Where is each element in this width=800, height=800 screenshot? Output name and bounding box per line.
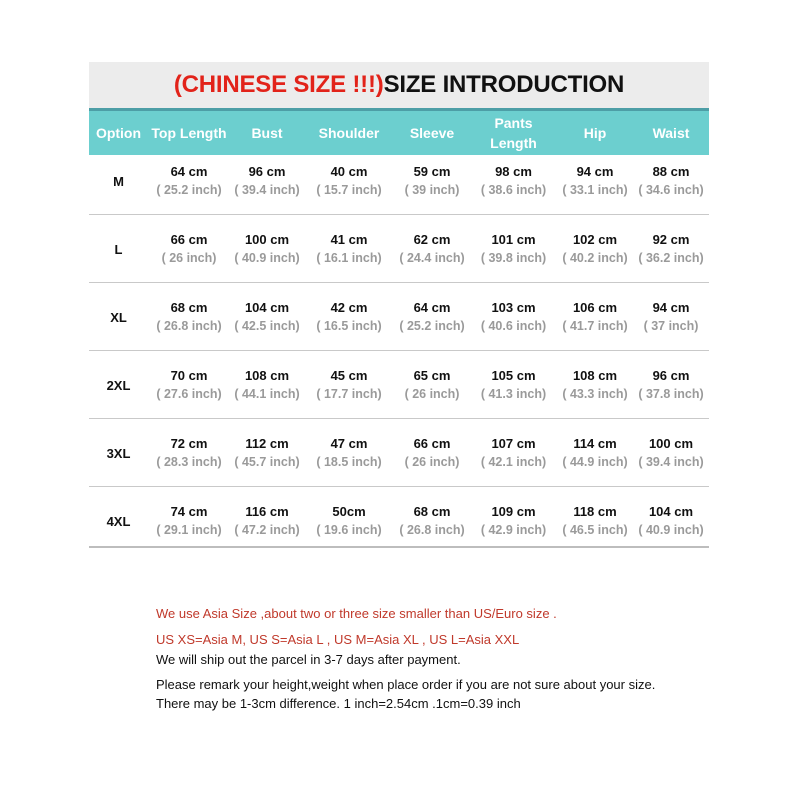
measurement-inch: ( 38.6 inch) (480, 183, 547, 197)
size-option: 2XL (106, 377, 131, 393)
measurement-cell (557, 487, 633, 555)
measurement-cell (633, 351, 709, 419)
table-row (89, 419, 709, 487)
measurement-cm: 112 cm (245, 436, 289, 451)
measurement-cell (230, 351, 304, 419)
measurement-inch: ( 34.6 inch) (638, 183, 704, 197)
measurement-cm: 64 cm (413, 300, 451, 315)
measurement-cm: 96 cm (652, 368, 690, 383)
measurement-cm: 94 cm (576, 164, 614, 179)
measurement-inch: ( 33.1 inch) (562, 183, 628, 197)
measurement-cm: 100 cm (244, 232, 290, 247)
measurement-inch: ( 37 inch) (643, 319, 699, 333)
table-bottom-border (89, 546, 709, 548)
measurement-cm: 59 cm (413, 164, 451, 179)
measurement-inch: ( 29.1 inch) (156, 523, 222, 537)
measurement-cell (148, 419, 230, 487)
measurement-cm: 107 cm (491, 436, 536, 451)
measurement-inch: ( 16.1 inch) (316, 251, 382, 265)
header-pants-length: Pants Length (490, 115, 537, 151)
measurement-cell (394, 147, 470, 215)
measurement-cell (148, 283, 230, 351)
measurement-inch: ( 39 inch) (404, 183, 460, 197)
measurement-cm: 65 cm (413, 368, 451, 383)
measurement-cm: 62 cm (413, 232, 451, 247)
measurement-cm: 98 cm (495, 164, 532, 179)
measurement-cell (148, 351, 230, 419)
measurement-cell (230, 215, 304, 283)
measurement-inch: ( 44.9 inch) (562, 455, 628, 469)
measurement-cell (557, 283, 633, 351)
measurement-cm: 109 cm (491, 504, 536, 519)
measurement-inch: ( 41.3 inch) (480, 387, 547, 401)
measurement-cell (304, 147, 394, 215)
table-row (89, 283, 709, 351)
measurement-cell (557, 215, 633, 283)
measurement-cm: 96 cm (248, 164, 286, 179)
measurement-cell (304, 283, 394, 351)
measurement-inch: ( 39.4 inch) (638, 455, 704, 469)
measurement-inch: ( 25.2 inch) (156, 183, 222, 197)
measurement-cm: 74 cm (170, 504, 208, 519)
measurement-cm: 64 cm (170, 164, 208, 179)
measurement-inch: ( 16.5 inch) (316, 319, 382, 333)
measurement-cm: 94 cm (652, 300, 690, 315)
header-hip: Hip (583, 125, 607, 141)
measurement-cm: 88 cm (652, 164, 690, 179)
measurement-cm: 72 cm (170, 436, 208, 451)
measurement-cm: 118 cm (573, 504, 617, 519)
measurement-inch: ( 27.6 inch) (156, 387, 222, 401)
measurement-inch: ( 47.2 inch) (234, 523, 300, 537)
measurement-inch: ( 26 inch) (161, 251, 217, 265)
header-sleeve: Sleeve (409, 125, 455, 141)
measurement-inch: ( 26 inch) (404, 387, 460, 401)
measurement-cm: 101 cm (491, 232, 536, 247)
table-row (89, 147, 709, 215)
measurement-cell (633, 215, 709, 283)
measurement-cm: 68 cm (170, 300, 208, 315)
size-option: 3XL (106, 445, 131, 461)
measurement-cell (470, 215, 557, 283)
measurement-cm: 116 cm (245, 504, 289, 519)
note-size-conversion: US XS=Asia M, US S=Asia L , US M=Asia XL , US L=Asia XXL (156, 632, 520, 647)
measurement-cell (633, 283, 709, 351)
size-option: L (114, 241, 123, 257)
measurement-inch: ( 42.5 inch) (234, 319, 300, 333)
measurement-inch: ( 42.9 inch) (480, 523, 547, 537)
measurement-inch: ( 42.1 inch) (480, 455, 547, 469)
measurement-inch: ( 19.6 inch) (316, 523, 382, 537)
measurement-inch: ( 43.3 inch) (562, 387, 628, 401)
measurement-inch: ( 15.7 inch) (316, 183, 382, 197)
measurement-cell (230, 147, 304, 215)
size-option: XL (110, 309, 127, 325)
table-row (89, 487, 709, 555)
note-difference: There may be 1-3cm difference. 1 inch=2.54cm .1cm=0.39 inch (156, 696, 521, 711)
measurement-inch: ( 39.8 inch) (480, 251, 547, 265)
measurement-cell (148, 487, 230, 555)
title-black-part: SIZE INTRODUCTION (383, 71, 625, 98)
measurement-cm: 47 cm (330, 436, 368, 451)
measurement-cm: 114 cm (573, 436, 617, 451)
measurement-inch: ( 40.6 inch) (480, 319, 547, 333)
measurement-cm: 68 cm (413, 504, 451, 519)
measurement-cell (230, 487, 304, 555)
measurement-cell (304, 487, 394, 555)
measurement-inch: ( 26.8 inch) (156, 319, 222, 333)
measurement-inch: ( 40.9 inch) (234, 251, 300, 265)
measurement-inch: ( 41.7 inch) (562, 319, 628, 333)
measurement-inch: ( 26.8 inch) (399, 523, 465, 537)
measurement-cm: 104 cm (648, 504, 694, 519)
header-option: Option (95, 125, 142, 141)
measurement-cell (470, 147, 557, 215)
measurement-cell (394, 351, 470, 419)
measurement-cm: 106 cm (572, 300, 618, 315)
measurement-cell (633, 147, 709, 215)
header-top-length: Top Length (151, 125, 227, 141)
measurement-cell (304, 215, 394, 283)
measurement-cell (394, 487, 470, 555)
table-row (89, 351, 709, 419)
measurement-inch: ( 37.8 inch) (638, 387, 704, 401)
page-title (89, 62, 709, 108)
measurement-cm: 108 cm (572, 368, 618, 383)
measurement-cell (557, 351, 633, 419)
measurement-inch: ( 17.7 inch) (316, 387, 382, 401)
measurement-cm: 50cm (332, 504, 366, 519)
header-bust: Bust (251, 125, 283, 141)
measurement-cm: 103 cm (491, 300, 536, 315)
measurement-inch: ( 39.4 inch) (234, 183, 300, 197)
measurement-inch: ( 36.2 inch) (638, 251, 704, 265)
measurement-cm: 41 cm (330, 232, 368, 247)
measurement-cm: 108 cm (244, 368, 290, 383)
note-asia-size: We use Asia Size ,about two or three size smaller than US/Euro size . (156, 606, 557, 621)
measurement-cm: 102 cm (572, 232, 618, 247)
measurement-cm: 70 cm (170, 368, 208, 383)
measurement-cell (394, 215, 470, 283)
measurement-inch: ( 46.5 inch) (562, 523, 628, 537)
header-shoulder: Shoulder (318, 125, 380, 141)
measurement-cell (470, 419, 557, 487)
measurement-cell (304, 351, 394, 419)
measurement-inch: ( 44.1 inch) (234, 387, 300, 401)
measurement-cell (394, 419, 470, 487)
title-red-part: (CHINESE SIZE !!!) (173, 71, 384, 98)
table-row (89, 215, 709, 283)
measurement-cm: 66 cm (413, 436, 451, 451)
measurement-inch: ( 18.5 inch) (316, 455, 382, 469)
measurement-inch: ( 25.2 inch) (399, 319, 465, 333)
measurement-inch: ( 40.2 inch) (562, 251, 628, 265)
measurement-cell (633, 419, 709, 487)
measurement-cm: 92 cm (652, 232, 690, 247)
measurement-cell (470, 487, 557, 555)
measurement-cm: 40 cm (330, 164, 368, 179)
measurement-cm: 104 cm (244, 300, 290, 315)
size-option: 4XL (106, 513, 131, 529)
measurement-cm: 100 cm (648, 436, 694, 451)
measurement-cell (394, 283, 470, 351)
measurement-cell (230, 283, 304, 351)
measurement-cell (148, 147, 230, 215)
measurement-inch: ( 24.4 inch) (399, 251, 465, 265)
measurement-cell (557, 147, 633, 215)
header-waist: Waist (652, 125, 690, 141)
measurement-inch: ( 45.7 inch) (234, 455, 300, 469)
measurement-cell (633, 487, 709, 555)
measurement-cell (470, 351, 557, 419)
note-remark: Please remark your height,weight when place order if you are not sure about your size. (156, 677, 656, 692)
measurement-inch: ( 26 inch) (404, 455, 460, 469)
measurement-cm: 42 cm (330, 300, 368, 315)
size-option: M (113, 173, 124, 189)
measurement-cell (148, 215, 230, 283)
measurement-inch: ( 40.9 inch) (638, 523, 704, 537)
measurement-cell (230, 419, 304, 487)
measurement-cm: 105 cm (491, 368, 536, 383)
note-shipping: We will ship out the parcel in 3-7 days after payment. (156, 652, 461, 667)
measurement-cm: 45 cm (330, 368, 368, 383)
measurement-cm: 66 cm (170, 232, 208, 247)
measurement-inch: ( 28.3 inch) (156, 455, 222, 469)
measurement-cell (304, 419, 394, 487)
measurement-cell (470, 283, 557, 351)
measurement-cell (557, 419, 633, 487)
